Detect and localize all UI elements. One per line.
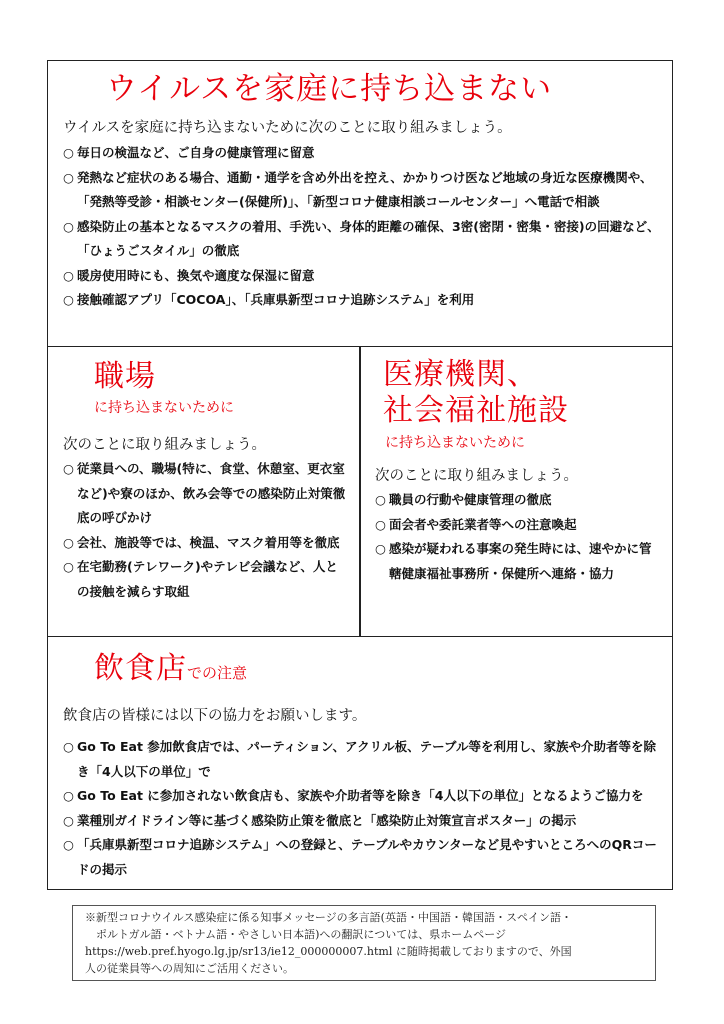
note-line: ※新型コロナウイルス感染症に係る知事メッセージの多言語(英語・中国語・韓国語・スペイン語・ xyxy=(85,911,572,924)
workplace-subtitle: に持ち込まないために xyxy=(94,400,234,416)
list-item: ○ 暖房使用時にも、換気や適度な保湿に留意 xyxy=(63,267,315,283)
workplace-medical-section xyxy=(48,347,672,637)
list-item: ○ Go To Eat に参加されない飲食店も、家族や介助者等を除き「4人以下の単位」となるようご協力を xyxy=(63,788,644,803)
home-section-list xyxy=(63,141,663,313)
restaurant-intro: 飲食店の皆様には以下の協力をお願いします。 xyxy=(63,708,367,724)
list-item: ○ 感染が疑われる事案の発生時には、速やかに管轄健康福祉事務所・保健所へ連絡・協力 xyxy=(375,541,652,581)
list-item: ○ 毎日の検温など、ご自身の健康管理に留意 xyxy=(63,145,315,160)
list-item: ○ Go To Eat 参加飲食店では、パーティション、アクリル板、テーブル等を利用し、家族や介助者等を除き「4人以下の単位」で xyxy=(63,739,657,779)
home-section-title: ウイルスを家庭に持ち込まない xyxy=(106,71,553,107)
list-item: ○ 在宅勤務(テレワーク)やテレビ会議など、人との接触を減らす取組 xyxy=(63,559,338,599)
list-item: ○ 発熱など症状のある場合、通勤・通学を含め外出を控え、かかりつけ医など地域の身近な医療機関や、「発熱等受診・相談センター(保健所)」、「新型コロナ健康相談コールセンター」へ電話で相談 xyxy=(63,169,653,209)
restaurant-title: 飲食店での注意 xyxy=(94,651,248,686)
workplace-intro: 次のことに取り組みましょう。 xyxy=(63,437,266,453)
medical-subtitle: に持ち込まないために xyxy=(385,435,525,451)
list-item: ○ 接触確認アプリ「COCOA」、「兵庫県新型コロナ追跡システム」を利用 xyxy=(63,292,475,307)
medical-title-line1: 医療機関、 xyxy=(383,357,538,392)
note-line: ポルトガル語・ベトナム語・やさしい日本語)への翻訳については、県ホームページ xyxy=(96,928,506,941)
home-section xyxy=(48,61,672,347)
restaurant-section xyxy=(48,637,672,889)
list-item: ○ 職員の行動や健康管理の徹底 xyxy=(375,492,552,507)
message-frame xyxy=(47,60,673,890)
column-divider xyxy=(359,347,361,636)
list-item: ○ 面会者や委託業者等への注意喚起 xyxy=(375,516,577,532)
home-section-intro: ウイルスを家庭に持ち込まないために次のことに取り組みましょう。 xyxy=(63,120,512,136)
workplace-list xyxy=(63,457,347,604)
list-item: ○ 業種別ガイドライン等に基づく感染防止策を徹底と「感染防止対策宣言ポスター」の掲示 xyxy=(63,812,577,828)
list-item: ○ 感染防止の基本となるマスクの着用、手洗い、身体的距離の確保、3密(密閉・密集・密接)の回避など、「ひょうごスタイル」の徹底 xyxy=(63,218,660,258)
note-line: https://web.pref.hyogo.lg.jp/sr13/ie12_000000007.html に随時掲載しておりますので、外国 xyxy=(85,945,572,958)
workplace-title: 職場 xyxy=(94,359,156,394)
note-line: 人の従業員等への周知にご活用ください。 xyxy=(85,962,294,975)
medical-list xyxy=(375,488,663,586)
list-item: ○ 従業員への、職場(特に、食堂、休憩室、更衣室など)や寮のほか、飲み会等での感染防止対策徹底の呼びかけ xyxy=(63,461,346,525)
medical-title-line2: 社会福祉施設 xyxy=(383,393,569,428)
restaurant-list xyxy=(63,735,667,882)
list-item: ○ 「兵庫県新型コロナ追跡システム」への登録と、テーブルやカウンターなど見やすいところへのQRコードの掲示 xyxy=(63,837,657,877)
list-item: ○ 会社、施設等では、検温、マスク着用等を徹底 xyxy=(63,534,340,550)
multilingual-note xyxy=(72,905,656,981)
medical-intro: 次のことに取り組みましょう。 xyxy=(375,468,578,484)
